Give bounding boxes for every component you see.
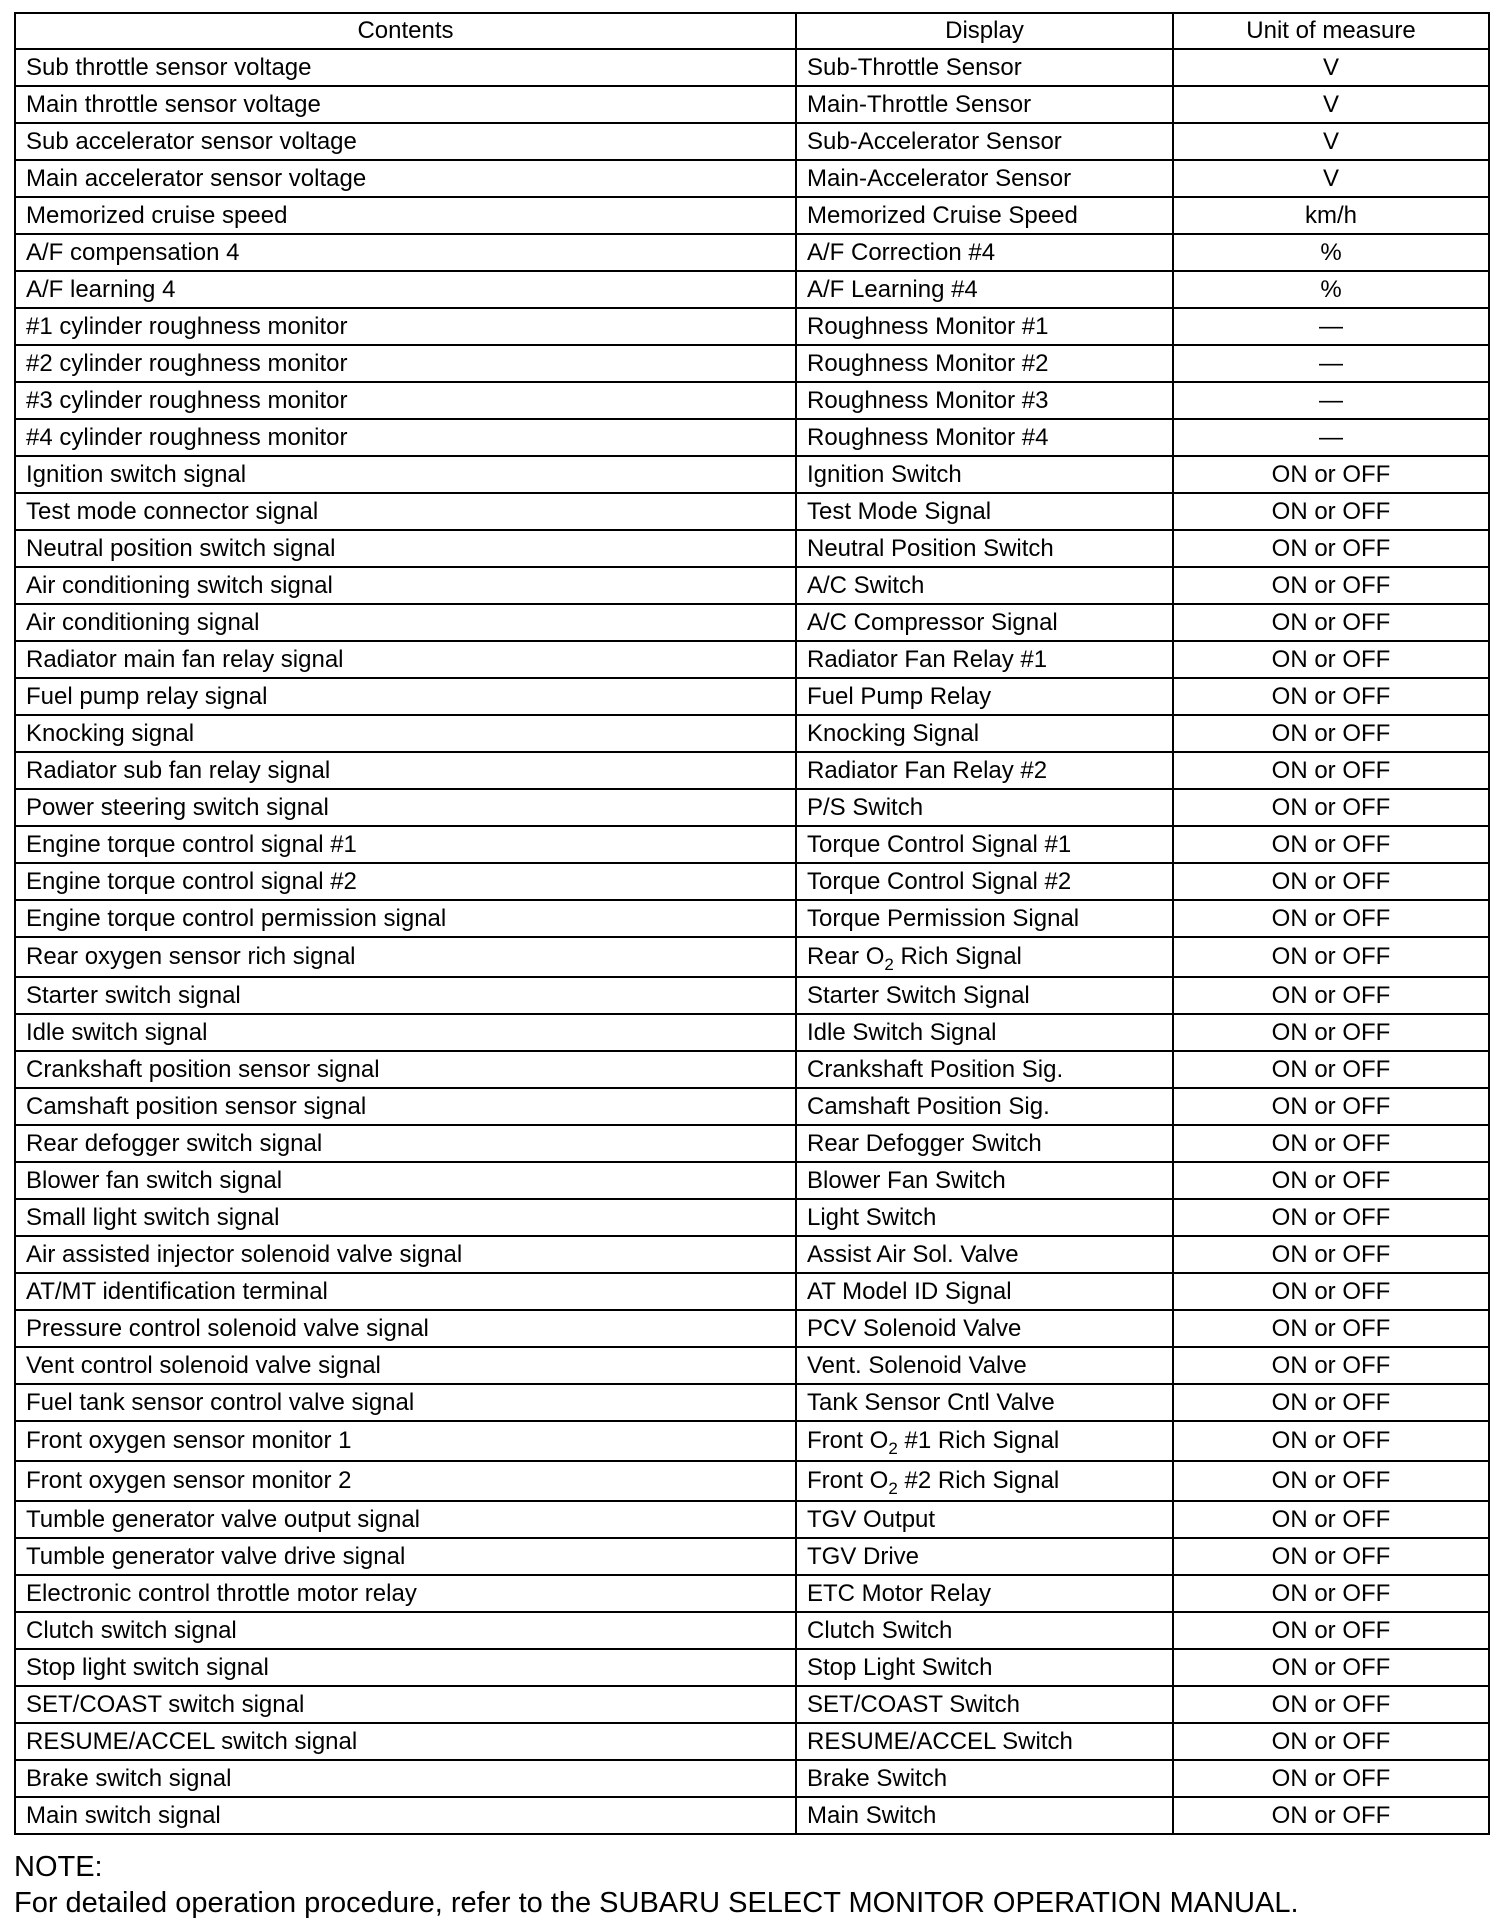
table-row bbox=[15, 493, 1489, 530]
cell-display: Rear Defogger Switch bbox=[796, 1125, 1173, 1162]
cell-unit: ON or OFF bbox=[1173, 1461, 1489, 1501]
table-row bbox=[15, 123, 1489, 160]
table-row bbox=[15, 1686, 1489, 1723]
cell-display bbox=[796, 1421, 1173, 1461]
table-row bbox=[15, 271, 1489, 308]
cell-unit: ON or OFF bbox=[1173, 789, 1489, 826]
table-row bbox=[15, 382, 1489, 419]
cell-display: Clutch Switch bbox=[796, 1612, 1173, 1649]
cell-contents: #2 cylinder roughness monitor bbox=[15, 345, 796, 382]
cell-unit: ON or OFF bbox=[1173, 1273, 1489, 1310]
table-row bbox=[15, 1723, 1489, 1760]
cell-unit: ON or OFF bbox=[1173, 1797, 1489, 1834]
table-row bbox=[15, 530, 1489, 567]
cell-unit: % bbox=[1173, 271, 1489, 308]
cell-contents: Small light switch signal bbox=[15, 1199, 796, 1236]
cell-contents: SET/COAST switch signal bbox=[15, 1686, 796, 1723]
table-row bbox=[15, 977, 1489, 1014]
cell-display: Idle Switch Signal bbox=[796, 1014, 1173, 1051]
display-text-prefix: Front O bbox=[807, 1467, 889, 1494]
cell-display: Roughness Monitor #2 bbox=[796, 345, 1173, 382]
cell-display: Sub-Throttle Sensor bbox=[796, 49, 1173, 86]
cell-display: Roughness Monitor #1 bbox=[796, 308, 1173, 345]
cell-contents: Front oxygen sensor monitor 2 bbox=[15, 1461, 796, 1501]
cell-contents: Engine torque control signal #2 bbox=[15, 863, 796, 900]
cell-unit: ON or OFF bbox=[1173, 1310, 1489, 1347]
cell-display: Stop Light Switch bbox=[796, 1649, 1173, 1686]
cell-display: Brake Switch bbox=[796, 1760, 1173, 1797]
cell-display: SET/COAST Switch bbox=[796, 1686, 1173, 1723]
cell-unit: ON or OFF bbox=[1173, 1612, 1489, 1649]
table-row bbox=[15, 1575, 1489, 1612]
display-subscript: 2 bbox=[884, 955, 894, 974]
cell-contents: Tumble generator valve output signal bbox=[15, 1501, 796, 1538]
cell-display: ETC Motor Relay bbox=[796, 1575, 1173, 1612]
cell-unit: — bbox=[1173, 345, 1489, 382]
table-row bbox=[15, 937, 1489, 977]
table-row bbox=[15, 1125, 1489, 1162]
cell-display: AT Model ID Signal bbox=[796, 1273, 1173, 1310]
cell-unit: ON or OFF bbox=[1173, 863, 1489, 900]
cell-display: Memorized Cruise Speed bbox=[796, 197, 1173, 234]
cell-contents: Memorized cruise speed bbox=[15, 197, 796, 234]
cell-display: P/S Switch bbox=[796, 789, 1173, 826]
cell-contents: Stop light switch signal bbox=[15, 1649, 796, 1686]
cell-display: RESUME/ACCEL Switch bbox=[796, 1723, 1173, 1760]
cell-contents: A/F compensation 4 bbox=[15, 234, 796, 271]
cell-unit: ON or OFF bbox=[1173, 977, 1489, 1014]
cell-display bbox=[796, 937, 1173, 977]
cell-contents: Engine torque control permission signal bbox=[15, 900, 796, 937]
cell-contents: Electronic control throttle motor relay bbox=[15, 1575, 796, 1612]
table-header-row bbox=[15, 13, 1489, 49]
cell-contents: Main accelerator sensor voltage bbox=[15, 160, 796, 197]
cell-contents: Fuel pump relay signal bbox=[15, 678, 796, 715]
table-row bbox=[15, 345, 1489, 382]
cell-display: A/C Switch bbox=[796, 567, 1173, 604]
cell-contents: Tumble generator valve drive signal bbox=[15, 1538, 796, 1575]
cell-display: Main Switch bbox=[796, 1797, 1173, 1834]
table-row bbox=[15, 1461, 1489, 1501]
cell-unit: ON or OFF bbox=[1173, 937, 1489, 977]
display-text-suffix: #1 Rich Signal bbox=[897, 1427, 1060, 1454]
table-row bbox=[15, 752, 1489, 789]
cell-display: Test Mode Signal bbox=[796, 493, 1173, 530]
cell-contents: RESUME/ACCEL switch signal bbox=[15, 1723, 796, 1760]
cell-contents: Camshaft position sensor signal bbox=[15, 1088, 796, 1125]
cell-unit: ON or OFF bbox=[1173, 1649, 1489, 1686]
cell-unit: — bbox=[1173, 419, 1489, 456]
cell-unit: ON or OFF bbox=[1173, 1088, 1489, 1125]
table-row bbox=[15, 1051, 1489, 1088]
cell-display: Crankshaft Position Sig. bbox=[796, 1051, 1173, 1088]
table-row bbox=[15, 1612, 1489, 1649]
table-row bbox=[15, 1014, 1489, 1051]
cell-display: A/F Correction #4 bbox=[796, 234, 1173, 271]
cell-contents: Main throttle sensor voltage bbox=[15, 86, 796, 123]
table-row bbox=[15, 197, 1489, 234]
cell-unit: — bbox=[1173, 308, 1489, 345]
cell-display: Fuel Pump Relay bbox=[796, 678, 1173, 715]
select-monitor-table bbox=[14, 12, 1490, 1835]
table-row bbox=[15, 715, 1489, 752]
cell-unit: ON or OFF bbox=[1173, 1501, 1489, 1538]
cell-display: Torque Control Signal #1 bbox=[796, 826, 1173, 863]
cell-unit: ON or OFF bbox=[1173, 826, 1489, 863]
table-row bbox=[15, 86, 1489, 123]
table-row bbox=[15, 1538, 1489, 1575]
cell-unit: ON or OFF bbox=[1173, 456, 1489, 493]
cell-contents: #4 cylinder roughness monitor bbox=[15, 419, 796, 456]
cell-contents: Pressure control solenoid valve signal bbox=[15, 1310, 796, 1347]
cell-display: Roughness Monitor #4 bbox=[796, 419, 1173, 456]
cell-display: Starter Switch Signal bbox=[796, 977, 1173, 1014]
table-row bbox=[15, 1760, 1489, 1797]
note-text: For detailed operation procedure, refer to the SUBARU SELECT MONITOR OPERATION MANUAL. bbox=[14, 1887, 1299, 1919]
cell-unit: ON or OFF bbox=[1173, 1760, 1489, 1797]
cell-display: Torque Permission Signal bbox=[796, 900, 1173, 937]
cell-contents: Vent control solenoid valve signal bbox=[15, 1347, 796, 1384]
table-row bbox=[15, 1088, 1489, 1125]
cell-unit: ON or OFF bbox=[1173, 1538, 1489, 1575]
cell-unit: ON or OFF bbox=[1173, 1051, 1489, 1088]
cell-contents: #3 cylinder roughness monitor bbox=[15, 382, 796, 419]
cell-unit: V bbox=[1173, 123, 1489, 160]
header-contents: Contents bbox=[15, 13, 796, 49]
cell-display: Camshaft Position Sig. bbox=[796, 1088, 1173, 1125]
table-row bbox=[15, 1199, 1489, 1236]
cell-contents: Radiator main fan relay signal bbox=[15, 641, 796, 678]
table-row bbox=[15, 1384, 1489, 1421]
cell-contents: Sub throttle sensor voltage bbox=[15, 49, 796, 86]
cell-display: A/F Learning #4 bbox=[796, 271, 1173, 308]
table-row bbox=[15, 1310, 1489, 1347]
cell-unit: V bbox=[1173, 160, 1489, 197]
cell-display bbox=[796, 1461, 1173, 1501]
table-row bbox=[15, 1162, 1489, 1199]
header-unit: Unit of measure bbox=[1173, 13, 1489, 49]
cell-contents: Crankshaft position sensor signal bbox=[15, 1051, 796, 1088]
table-row bbox=[15, 863, 1489, 900]
cell-display: Assist Air Sol. Valve bbox=[796, 1236, 1173, 1273]
table-row bbox=[15, 641, 1489, 678]
cell-contents: Neutral position switch signal bbox=[15, 530, 796, 567]
cell-contents: Main switch signal bbox=[15, 1797, 796, 1834]
cell-unit: ON or OFF bbox=[1173, 604, 1489, 641]
cell-unit: % bbox=[1173, 234, 1489, 271]
cell-contents: Power steering switch signal bbox=[15, 789, 796, 826]
cell-contents: Engine torque control signal #1 bbox=[15, 826, 796, 863]
table-row bbox=[15, 160, 1489, 197]
cell-contents: Clutch switch signal bbox=[15, 1612, 796, 1649]
cell-contents: Fuel tank sensor control valve signal bbox=[15, 1384, 796, 1421]
cell-unit: ON or OFF bbox=[1173, 1014, 1489, 1051]
cell-display: Sub-Accelerator Sensor bbox=[796, 123, 1173, 160]
cell-unit: ON or OFF bbox=[1173, 1384, 1489, 1421]
cell-display: Neutral Position Switch bbox=[796, 530, 1173, 567]
table-row bbox=[15, 789, 1489, 826]
cell-unit: ON or OFF bbox=[1173, 1199, 1489, 1236]
cell-display: Knocking Signal bbox=[796, 715, 1173, 752]
table-row bbox=[15, 1649, 1489, 1686]
table-row bbox=[15, 234, 1489, 271]
cell-display: Vent. Solenoid Valve bbox=[796, 1347, 1173, 1384]
cell-unit: V bbox=[1173, 86, 1489, 123]
cell-contents: Ignition switch signal bbox=[15, 456, 796, 493]
cell-unit: km/h bbox=[1173, 197, 1489, 234]
cell-display: TGV Output bbox=[796, 1501, 1173, 1538]
cell-unit: ON or OFF bbox=[1173, 900, 1489, 937]
cell-display: Ignition Switch bbox=[796, 456, 1173, 493]
cell-unit: ON or OFF bbox=[1173, 1421, 1489, 1461]
cell-contents: Front oxygen sensor monitor 1 bbox=[15, 1421, 796, 1461]
cell-unit: ON or OFF bbox=[1173, 1686, 1489, 1723]
table-row bbox=[15, 1273, 1489, 1310]
table-row bbox=[15, 1236, 1489, 1273]
cell-display: TGV Drive bbox=[796, 1538, 1173, 1575]
cell-contents: Starter switch signal bbox=[15, 977, 796, 1014]
cell-contents: Air conditioning switch signal bbox=[15, 567, 796, 604]
cell-display: Main-Throttle Sensor bbox=[796, 86, 1173, 123]
cell-contents: #1 cylinder roughness monitor bbox=[15, 308, 796, 345]
table-row bbox=[15, 900, 1489, 937]
table-row bbox=[15, 826, 1489, 863]
cell-contents: Radiator sub fan relay signal bbox=[15, 752, 796, 789]
cell-unit: ON or OFF bbox=[1173, 1575, 1489, 1612]
table-row bbox=[15, 456, 1489, 493]
cell-unit: ON or OFF bbox=[1173, 641, 1489, 678]
cell-contents: Idle switch signal bbox=[15, 1014, 796, 1051]
cell-unit: V bbox=[1173, 49, 1489, 86]
cell-contents: Knocking signal bbox=[15, 715, 796, 752]
cell-display: Roughness Monitor #3 bbox=[796, 382, 1173, 419]
table-row bbox=[15, 1421, 1489, 1461]
cell-display: Light Switch bbox=[796, 1199, 1173, 1236]
document-page bbox=[14, 12, 1488, 1921]
table-row bbox=[15, 1501, 1489, 1538]
cell-contents: Air conditioning signal bbox=[15, 604, 796, 641]
cell-contents: Blower fan switch signal bbox=[15, 1162, 796, 1199]
cell-display: Blower Fan Switch bbox=[796, 1162, 1173, 1199]
table-row bbox=[15, 604, 1489, 641]
table-row bbox=[15, 419, 1489, 456]
cell-unit: ON or OFF bbox=[1173, 567, 1489, 604]
cell-contents: Brake switch signal bbox=[15, 1760, 796, 1797]
table-row bbox=[15, 567, 1489, 604]
cell-unit: ON or OFF bbox=[1173, 752, 1489, 789]
cell-display: Torque Control Signal #2 bbox=[796, 863, 1173, 900]
table-row bbox=[15, 308, 1489, 345]
cell-unit: ON or OFF bbox=[1173, 1236, 1489, 1273]
cell-display: PCV Solenoid Valve bbox=[796, 1310, 1173, 1347]
display-text-suffix: #2 Rich Signal bbox=[897, 1467, 1060, 1494]
table-row bbox=[15, 49, 1489, 86]
display-subscript: 2 bbox=[888, 1479, 898, 1498]
cell-unit: ON or OFF bbox=[1173, 493, 1489, 530]
cell-contents: Sub accelerator sensor voltage bbox=[15, 123, 796, 160]
cell-display: Radiator Fan Relay #2 bbox=[796, 752, 1173, 789]
cell-contents: Air assisted injector solenoid valve signal bbox=[15, 1236, 796, 1273]
cell-display: A/C Compressor Signal bbox=[796, 604, 1173, 641]
table-row bbox=[15, 678, 1489, 715]
cell-unit: ON or OFF bbox=[1173, 1347, 1489, 1384]
cell-unit: ON or OFF bbox=[1173, 715, 1489, 752]
cell-contents: Rear oxygen sensor rich signal bbox=[15, 937, 796, 977]
display-text-prefix: Rear O bbox=[807, 943, 885, 970]
cell-contents: AT/MT identification terminal bbox=[15, 1273, 796, 1310]
cell-display: Tank Sensor Cntl Valve bbox=[796, 1384, 1173, 1421]
cell-display: Main-Accelerator Sensor bbox=[796, 160, 1173, 197]
header-display: Display bbox=[796, 13, 1173, 49]
cell-unit: ON or OFF bbox=[1173, 530, 1489, 567]
note-heading: NOTE: bbox=[14, 1851, 103, 1883]
cell-contents: Test mode connector signal bbox=[15, 493, 796, 530]
cell-display: Radiator Fan Relay #1 bbox=[796, 641, 1173, 678]
note-block bbox=[14, 1849, 1488, 1921]
cell-unit: ON or OFF bbox=[1173, 1162, 1489, 1199]
display-text-suffix: Rich Signal bbox=[893, 943, 1022, 970]
table-row bbox=[15, 1347, 1489, 1384]
cell-unit: ON or OFF bbox=[1173, 678, 1489, 715]
cell-contents: Rear defogger switch signal bbox=[15, 1125, 796, 1162]
cell-unit: ON or OFF bbox=[1173, 1125, 1489, 1162]
display-text-prefix: Front O bbox=[807, 1427, 889, 1454]
table-row bbox=[15, 1797, 1489, 1834]
cell-contents: A/F learning 4 bbox=[15, 271, 796, 308]
display-subscript: 2 bbox=[888, 1439, 898, 1458]
cell-unit: ON or OFF bbox=[1173, 1723, 1489, 1760]
cell-unit: — bbox=[1173, 382, 1489, 419]
table-body bbox=[15, 49, 1489, 1834]
